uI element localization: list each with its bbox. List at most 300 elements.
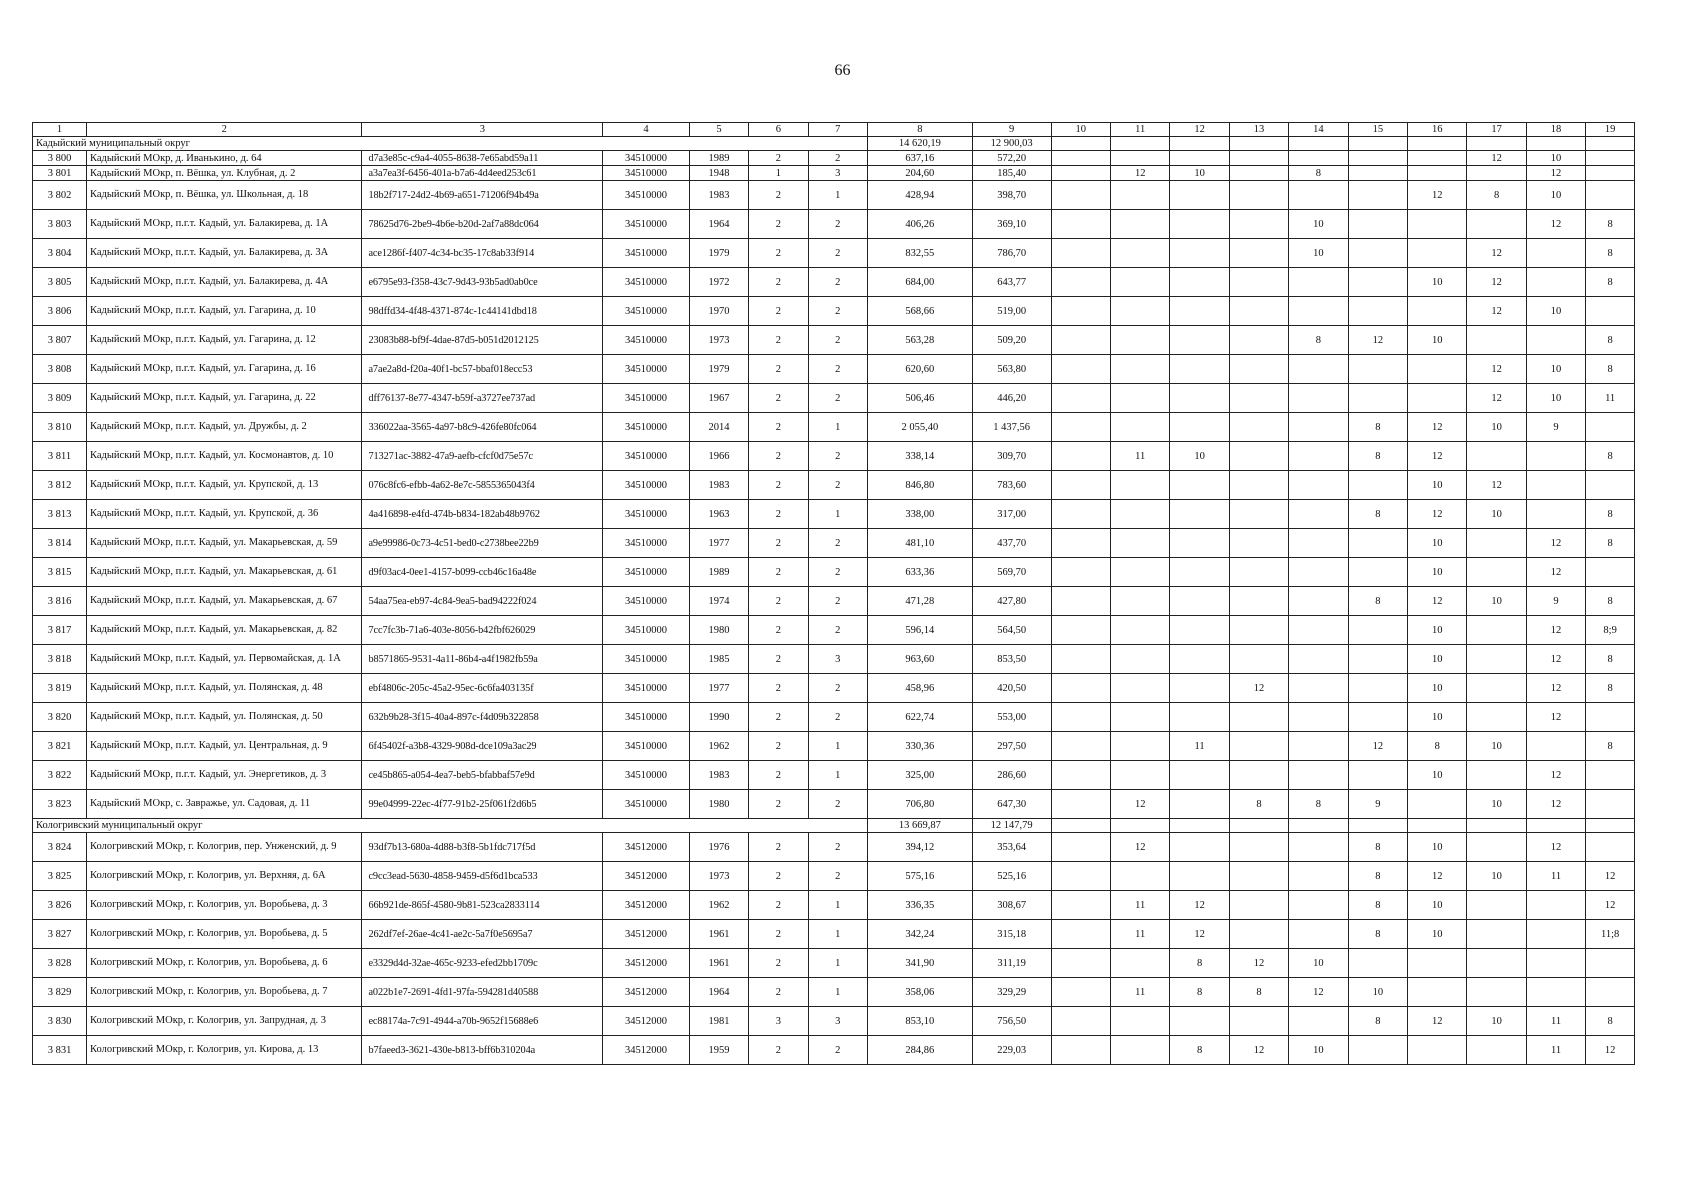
cell-row-id: 3 817 <box>33 616 87 645</box>
cell-c14 <box>1289 558 1348 587</box>
cell-c13 <box>1229 268 1288 297</box>
cell-c15: 8 <box>1348 833 1407 862</box>
cell-c18: 12 <box>1526 616 1585 645</box>
cell-c18: 12 <box>1526 790 1585 819</box>
table-row <box>33 181 1635 210</box>
cell-floors: 2 <box>749 1036 808 1065</box>
cell-floors: 2 <box>749 761 808 790</box>
cell-c13 <box>1229 558 1288 587</box>
table-row <box>33 949 1635 978</box>
cell-c19: 8 <box>1586 355 1635 384</box>
cell-c11: 12 <box>1111 166 1170 181</box>
table-row <box>33 355 1635 384</box>
cell-c17 <box>1467 166 1526 181</box>
cell-oktmo-code: 34510000 <box>603 413 689 442</box>
cell-c16: 12 <box>1408 862 1467 891</box>
cell-row-id: 3 822 <box>33 761 87 790</box>
cell-c12 <box>1170 268 1229 297</box>
table-row <box>33 384 1635 413</box>
cell-living-area: 647,30 <box>972 790 1051 819</box>
cell-c15: 8 <box>1348 1007 1407 1036</box>
cell-row-id: 3 824 <box>33 833 87 862</box>
cell-c14: 8 <box>1289 790 1348 819</box>
cell-floors: 2 <box>749 833 808 862</box>
cell-floors: 2 <box>749 920 808 949</box>
cell-entrances: 1 <box>808 920 867 949</box>
cell-oktmo-code: 34512000 <box>603 862 689 891</box>
cell-c11 <box>1111 413 1170 442</box>
cell-total-area: 832,55 <box>867 239 972 268</box>
cell-row-id: 3 804 <box>33 239 87 268</box>
column-number-13: 13 <box>1229 123 1288 137</box>
cell-total-area: 596,14 <box>867 616 972 645</box>
cell-c19: 8 <box>1586 239 1635 268</box>
cell-c17 <box>1467 442 1526 471</box>
cell-c16 <box>1408 1036 1467 1065</box>
cell-c14 <box>1289 862 1348 891</box>
cell-c10 <box>1051 920 1110 949</box>
cell-c15: 8 <box>1348 500 1407 529</box>
cell-c16 <box>1408 355 1467 384</box>
cell-c10 <box>1051 239 1110 268</box>
cell-c12 <box>1170 862 1229 891</box>
cell-c14 <box>1289 674 1348 703</box>
cell-row-id: 3 828 <box>33 949 87 978</box>
cell-address: Кологривский МОкр, г. Кологрив, ул. Воробьева, д. 3 <box>87 891 362 920</box>
cell-c10 <box>1051 761 1110 790</box>
cell-c15 <box>1348 166 1407 181</box>
cell-c19: 8 <box>1586 210 1635 239</box>
table-row <box>33 674 1635 703</box>
cell-c18: 10 <box>1526 297 1585 326</box>
cell-house-guid: 66b921de-865f-4580-9b81-523ca2833114 <box>362 891 603 920</box>
cell-c10 <box>1051 181 1110 210</box>
section-living-area: 12 900,03 <box>972 137 1051 151</box>
cell-c10 <box>1051 558 1110 587</box>
cell-floors: 2 <box>749 268 808 297</box>
cell-c12: 8 <box>1170 1036 1229 1065</box>
section-empty-cell <box>1348 819 1407 833</box>
cell-build-year: 1989 <box>689 151 748 166</box>
cell-c13: 12 <box>1229 949 1288 978</box>
cell-c14 <box>1289 471 1348 500</box>
cell-c18 <box>1526 326 1585 355</box>
cell-c14 <box>1289 703 1348 732</box>
cell-c11 <box>1111 529 1170 558</box>
section-row <box>33 819 1635 833</box>
cell-c17: 12 <box>1467 297 1526 326</box>
cell-build-year: 1977 <box>689 529 748 558</box>
cell-c16: 10 <box>1408 674 1467 703</box>
cell-entrances: 2 <box>808 297 867 326</box>
cell-oktmo-code: 34512000 <box>603 949 689 978</box>
cell-c18: 9 <box>1526 413 1585 442</box>
cell-c10 <box>1051 732 1110 761</box>
cell-c11 <box>1111 703 1170 732</box>
cell-c13: 12 <box>1229 1036 1288 1065</box>
cell-c11: 11 <box>1111 920 1170 949</box>
cell-c12 <box>1170 471 1229 500</box>
column-number-19: 19 <box>1586 123 1635 137</box>
cell-floors: 2 <box>749 674 808 703</box>
cell-c18 <box>1526 949 1585 978</box>
cell-total-area: 2 055,40 <box>867 413 972 442</box>
section-empty-cell <box>1289 819 1348 833</box>
cell-floors: 2 <box>749 442 808 471</box>
cell-c19: 11;8 <box>1586 920 1635 949</box>
cell-c18: 11 <box>1526 1036 1585 1065</box>
cell-c12: 12 <box>1170 891 1229 920</box>
cell-c13: 8 <box>1229 790 1288 819</box>
cell-c12 <box>1170 210 1229 239</box>
cell-floors: 2 <box>749 151 808 166</box>
section-empty-cell <box>1408 137 1467 151</box>
cell-c10 <box>1051 442 1110 471</box>
cell-living-area: 229,03 <box>972 1036 1051 1065</box>
cell-living-area: 519,00 <box>972 297 1051 326</box>
table-row <box>33 645 1635 674</box>
cell-c10 <box>1051 166 1110 181</box>
column-number-10: 10 <box>1051 123 1110 137</box>
cell-c15 <box>1348 181 1407 210</box>
cell-c12 <box>1170 558 1229 587</box>
cell-living-area: 437,70 <box>972 529 1051 558</box>
cell-living-area: 297,50 <box>972 732 1051 761</box>
table-row <box>33 268 1635 297</box>
cell-c15 <box>1348 645 1407 674</box>
cell-total-area: 622,74 <box>867 703 972 732</box>
cell-row-id: 3 811 <box>33 442 87 471</box>
cell-c10 <box>1051 1036 1110 1065</box>
cell-build-year: 1973 <box>689 326 748 355</box>
cell-c11: 11 <box>1111 442 1170 471</box>
cell-row-id: 3 803 <box>33 210 87 239</box>
cell-entrances: 1 <box>808 949 867 978</box>
cell-c12 <box>1170 1007 1229 1036</box>
table-row <box>33 732 1635 761</box>
cell-total-area: 563,28 <box>867 326 972 355</box>
cell-total-area: 342,24 <box>867 920 972 949</box>
cell-oktmo-code: 34510000 <box>603 558 689 587</box>
cell-address: Кадыйский МОкр, п.г.т. Кадый, ул. Макарьевская, д. 82 <box>87 616 362 645</box>
cell-c16: 10 <box>1408 471 1467 500</box>
cell-build-year: 1962 <box>689 891 748 920</box>
cell-c15 <box>1348 703 1407 732</box>
cell-c14 <box>1289 761 1348 790</box>
cell-living-area: 369,10 <box>972 210 1051 239</box>
cell-row-id: 3 812 <box>33 471 87 500</box>
cell-row-id: 3 800 <box>33 151 87 166</box>
cell-address: Кадыйский МОкр, п.г.т. Кадый, ул. Крупской, д. 36 <box>87 500 362 529</box>
cell-c19 <box>1586 703 1635 732</box>
cell-c10 <box>1051 703 1110 732</box>
cell-c17: 12 <box>1467 471 1526 500</box>
cell-c18 <box>1526 442 1585 471</box>
cell-total-area: 330,36 <box>867 732 972 761</box>
cell-c15 <box>1348 297 1407 326</box>
cell-c19: 8 <box>1586 674 1635 703</box>
cell-c10 <box>1051 500 1110 529</box>
cell-c19 <box>1586 151 1635 166</box>
cell-living-area: 398,70 <box>972 181 1051 210</box>
cell-build-year: 1964 <box>689 210 748 239</box>
cell-house-guid: ace1286f-f407-4c34-bc35-17c8ab33f914 <box>362 239 603 268</box>
cell-house-guid: 336022aa-3565-4a97-b8c9-426fe80fc064 <box>362 413 603 442</box>
cell-address: Кадыйский МОкр, п.г.т. Кадый, ул. Балакирева, д. 1А <box>87 210 362 239</box>
cell-house-guid: a7ae2a8d-f20a-40f1-bc57-bbaf018ecc53 <box>362 355 603 384</box>
table-row <box>33 166 1635 181</box>
cell-c19 <box>1586 833 1635 862</box>
section-total-area: 14 620,19 <box>867 137 972 151</box>
cell-c10 <box>1051 471 1110 500</box>
cell-c13 <box>1229 297 1288 326</box>
cell-floors: 2 <box>749 862 808 891</box>
cell-row-id: 3 827 <box>33 920 87 949</box>
cell-c12 <box>1170 761 1229 790</box>
table-row <box>33 500 1635 529</box>
cell-build-year: 1990 <box>689 703 748 732</box>
cell-oktmo-code: 34510000 <box>603 268 689 297</box>
cell-living-area: 756,50 <box>972 1007 1051 1036</box>
cell-oktmo-code: 34510000 <box>603 442 689 471</box>
cell-living-area: 311,19 <box>972 949 1051 978</box>
cell-c12 <box>1170 500 1229 529</box>
table-row <box>33 920 1635 949</box>
cell-entrances: 1 <box>808 891 867 920</box>
cell-build-year: 1974 <box>689 587 748 616</box>
cell-address: Кологривский МОкр, г. Кологрив, пер. Унженский, д. 9 <box>87 833 362 862</box>
cell-total-area: 684,00 <box>867 268 972 297</box>
cell-c17: 10 <box>1467 1007 1526 1036</box>
cell-entrances: 3 <box>808 645 867 674</box>
cell-c16: 10 <box>1408 645 1467 674</box>
cell-oktmo-code: 34510000 <box>603 732 689 761</box>
column-number-17: 17 <box>1467 123 1526 137</box>
cell-c11 <box>1111 355 1170 384</box>
cell-c18: 12 <box>1526 210 1585 239</box>
cell-c16 <box>1408 978 1467 1007</box>
cell-c17 <box>1467 703 1526 732</box>
cell-c17 <box>1467 210 1526 239</box>
cell-living-area: 420,50 <box>972 674 1051 703</box>
cell-c10 <box>1051 297 1110 326</box>
cell-c15 <box>1348 210 1407 239</box>
section-row <box>33 137 1635 151</box>
cell-c15 <box>1348 761 1407 790</box>
table-row <box>33 558 1635 587</box>
cell-c14 <box>1289 268 1348 297</box>
cell-c19 <box>1586 978 1635 1007</box>
cell-c12 <box>1170 645 1229 674</box>
cell-c15 <box>1348 239 1407 268</box>
cell-c16 <box>1408 151 1467 166</box>
cell-oktmo-code: 34510000 <box>603 790 689 819</box>
cell-c15 <box>1348 151 1407 166</box>
cell-c12 <box>1170 355 1229 384</box>
cell-c11 <box>1111 732 1170 761</box>
cell-row-id: 3 814 <box>33 529 87 558</box>
cell-c11 <box>1111 210 1170 239</box>
cell-c16: 10 <box>1408 920 1467 949</box>
cell-c15 <box>1348 616 1407 645</box>
cell-living-area: 308,67 <box>972 891 1051 920</box>
section-empty-cell <box>1170 137 1229 151</box>
cell-c13 <box>1229 355 1288 384</box>
cell-oktmo-code: 34510000 <box>603 326 689 355</box>
cell-c12: 11 <box>1170 732 1229 761</box>
cell-entrances: 1 <box>808 732 867 761</box>
cell-living-area: 853,50 <box>972 645 1051 674</box>
cell-c19: 12 <box>1586 862 1635 891</box>
cell-oktmo-code: 34512000 <box>603 891 689 920</box>
cell-floors: 2 <box>749 978 808 1007</box>
cell-house-guid: 262df7ef-26ae-4c41-ae2c-5a7f0e5695a7 <box>362 920 603 949</box>
cell-c13 <box>1229 384 1288 413</box>
cell-oktmo-code: 34510000 <box>603 297 689 326</box>
cell-c18: 12 <box>1526 674 1585 703</box>
cell-c13 <box>1229 833 1288 862</box>
cell-floors: 2 <box>749 703 808 732</box>
section-empty-cell <box>1229 819 1288 833</box>
cell-house-guid: a022b1e7-2691-4fd1-97fa-594281d40588 <box>362 978 603 1007</box>
cell-c15: 8 <box>1348 442 1407 471</box>
cell-c10 <box>1051 151 1110 166</box>
table-row <box>33 442 1635 471</box>
cell-c12 <box>1170 326 1229 355</box>
cell-oktmo-code: 34510000 <box>603 674 689 703</box>
cell-c13 <box>1229 616 1288 645</box>
column-number-11: 11 <box>1111 123 1170 137</box>
cell-living-area: 564,50 <box>972 616 1051 645</box>
cell-c11: 11 <box>1111 891 1170 920</box>
cell-c13 <box>1229 151 1288 166</box>
cell-c18 <box>1526 920 1585 949</box>
cell-floors: 2 <box>749 413 808 442</box>
cell-c13 <box>1229 645 1288 674</box>
cell-entrances: 1 <box>808 413 867 442</box>
cell-build-year: 1959 <box>689 1036 748 1065</box>
cell-oktmo-code: 34512000 <box>603 833 689 862</box>
cell-total-area: 471,28 <box>867 587 972 616</box>
table-row <box>33 1007 1635 1036</box>
section-empty-cell <box>1526 819 1585 833</box>
section-empty-cell <box>1289 137 1348 151</box>
cell-house-guid: 7cc7fc3b-71a6-403e-8056-b42fbf626029 <box>362 616 603 645</box>
cell-total-area: 325,00 <box>867 761 972 790</box>
cell-c16: 10 <box>1408 833 1467 862</box>
cell-c13: 12 <box>1229 674 1288 703</box>
cell-address: Кадыйский МОкр, п.г.т. Кадый, ул. Балакирева, д. 3А <box>87 239 362 268</box>
cell-c14 <box>1289 616 1348 645</box>
cell-address: Кологривский МОкр, г. Кологрив, ул. Воробьева, д. 5 <box>87 920 362 949</box>
cell-total-area: 406,26 <box>867 210 972 239</box>
table-row <box>33 413 1635 442</box>
column-number-6: 6 <box>749 123 808 137</box>
cell-entrances: 3 <box>808 166 867 181</box>
cell-entrances: 2 <box>808 151 867 166</box>
cell-c11 <box>1111 949 1170 978</box>
cell-address: Кадыйский МОкр, п. Вёшка, ул. Школьная, д. 18 <box>87 181 362 210</box>
column-number-1: 1 <box>33 123 87 137</box>
cell-c13 <box>1229 862 1288 891</box>
cell-living-area: 572,20 <box>972 151 1051 166</box>
cell-c15: 8 <box>1348 587 1407 616</box>
cell-c19 <box>1586 761 1635 790</box>
table-row <box>33 978 1635 1007</box>
cell-row-id: 3 806 <box>33 297 87 326</box>
cell-c19: 8 <box>1586 442 1635 471</box>
cell-c14 <box>1289 355 1348 384</box>
cell-address: Кадыйский МОкр, п.г.т. Кадый, ул. Дружбы, д. 2 <box>87 413 362 442</box>
cell-c19: 8 <box>1586 645 1635 674</box>
cell-c12 <box>1170 413 1229 442</box>
section-empty-cell <box>1111 819 1170 833</box>
column-number-2: 2 <box>87 123 362 137</box>
cell-address: Кадыйский МОкр, п.г.т. Кадый, ул. Гагарина, д. 10 <box>87 297 362 326</box>
cell-total-area: 637,16 <box>867 151 972 166</box>
cell-floors: 2 <box>749 326 808 355</box>
cell-entrances: 2 <box>808 703 867 732</box>
cell-c17: 10 <box>1467 862 1526 891</box>
table-row <box>33 616 1635 645</box>
cell-living-area: 525,16 <box>972 862 1051 891</box>
page-number: 66 <box>834 62 851 79</box>
cell-c12 <box>1170 703 1229 732</box>
cell-build-year: 1961 <box>689 920 748 949</box>
cell-oktmo-code: 34510000 <box>603 529 689 558</box>
cell-c13 <box>1229 529 1288 558</box>
cell-c10 <box>1051 355 1110 384</box>
cell-living-area: 783,60 <box>972 471 1051 500</box>
cell-floors: 3 <box>749 1007 808 1036</box>
cell-c18 <box>1526 239 1585 268</box>
cell-c19: 8 <box>1586 732 1635 761</box>
cell-c15 <box>1348 268 1407 297</box>
cell-address: Кадыйский МОкр, п.г.т. Кадый, ул. Космонавтов, д. 10 <box>87 442 362 471</box>
cell-row-id: 3 809 <box>33 384 87 413</box>
cell-c18: 12 <box>1526 833 1585 862</box>
column-number-16: 16 <box>1408 123 1467 137</box>
cell-house-guid: d9f03ac4-0ee1-4157-b099-ccb46c16a48e <box>362 558 603 587</box>
cell-house-guid: ce45b865-a054-4ea7-beb5-bfabbaf57e9d <box>362 761 603 790</box>
cell-c17 <box>1467 558 1526 587</box>
cell-c10 <box>1051 978 1110 1007</box>
cell-c19 <box>1586 413 1635 442</box>
cell-c18: 11 <box>1526 862 1585 891</box>
cell-c18 <box>1526 978 1585 1007</box>
cell-entrances: 2 <box>808 674 867 703</box>
cell-c10 <box>1051 268 1110 297</box>
cell-row-id: 3 829 <box>33 978 87 1007</box>
cell-house-guid: e3329d4d-32ae-465c-9233-efed2bb1709c <box>362 949 603 978</box>
cell-c19: 8 <box>1586 500 1635 529</box>
cell-floors: 2 <box>749 587 808 616</box>
table-row <box>33 703 1635 732</box>
cell-floors: 1 <box>749 166 808 181</box>
cell-c10 <box>1051 862 1110 891</box>
cell-living-area: 553,00 <box>972 703 1051 732</box>
cell-c15: 8 <box>1348 413 1407 442</box>
cell-build-year: 1981 <box>689 1007 748 1036</box>
cell-c18: 12 <box>1526 166 1585 181</box>
cell-c10 <box>1051 790 1110 819</box>
cell-row-id: 3 821 <box>33 732 87 761</box>
cell-c19: 12 <box>1586 891 1635 920</box>
cell-c10 <box>1051 326 1110 355</box>
cell-c17 <box>1467 674 1526 703</box>
cell-build-year: 1962 <box>689 732 748 761</box>
cell-address: Кадыйский МОкр, д. Иванькино, д. 64 <box>87 151 362 166</box>
